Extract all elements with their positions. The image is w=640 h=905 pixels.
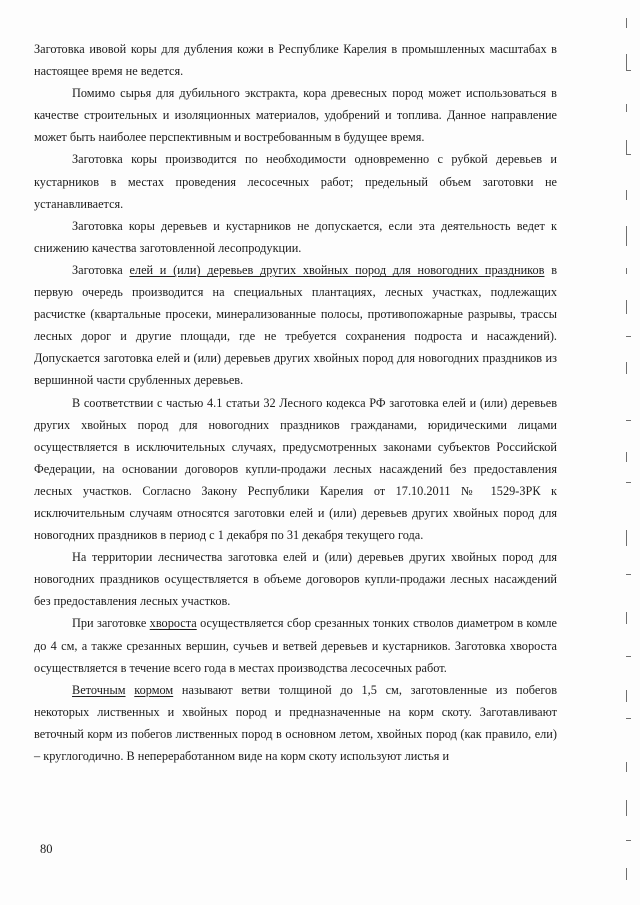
- scan-edge-marks: [600, 0, 640, 905]
- scan-mark: [626, 104, 627, 112]
- scan-mark: [626, 690, 627, 702]
- scan-mark: [626, 762, 627, 772]
- paragraph: [34, 259, 557, 392]
- scan-mark: [626, 70, 631, 71]
- scan-mark: [626, 840, 631, 841]
- paragraph-text: осуществляется сбор срезанных тонких стволов диаметром в комле до 4 см, а также срезанных вершин, сучьев и ветвей деревьев и кустарников. Заготовка хвороста осуществляется в течение всего года в местах производства лесосечных работ.: [34, 616, 558, 675]
- scan-mark: [626, 300, 627, 314]
- scan-mark: [626, 190, 627, 200]
- paragraph-text: При заготовке: [72, 616, 150, 631]
- scan-mark: [626, 154, 631, 155]
- paragraph-text: Помимо сырья для дубильного экстракта, кора древесных пород может использоваться в качестве строительных и изоляционных материалов, удобрений и топлива. Данное направление может быть наиболее перспективным и востребованным в будущее время.: [34, 86, 557, 145]
- scan-mark: [626, 420, 631, 421]
- scan-mark: [626, 336, 631, 337]
- underlined-term: хвороста: [149, 616, 197, 631]
- scan-mark: [626, 868, 627, 880]
- paragraph-text: называют ветви толщиной до 1,5 см, заготовленные из побегов некоторых лиственных и хвойных пород и предназначенные на корм скоту. Заготавливают веточный корм из побегов лиственных пород в основном летом, хвойных пород (как правило, ели) – круглогодично. В непереработанном виде на корм скоту используют листья и: [34, 682, 558, 763]
- page-number: 80: [40, 842, 53, 856]
- paragraph-text: В соответствии с частью 4.1 статьи 32 Лесного кодекса РФ заготовка елей и (или) деревьев других хвойных пород для новогодних праздников гражданами, юридическими лицами осуществляется в исключительных случаях, предусмотренных законами субъектов Российской Федерации, на основании договоров купли-продажи лесных насаждений без предоставления лесных участков. Согласно Закону Республики Карелия от 17.10.2011 № 1529-ЗРК к исключительным случаям относятся заготовки елей и (или) деревьев других хвойных пород для новогодних праздников в период с 1 декабря по 31 декабря текущего года.: [34, 395, 557, 543]
- paragraph: [34, 392, 557, 547]
- scan-mark: [626, 800, 627, 816]
- scan-mark: [626, 656, 631, 657]
- scan-mark: [626, 226, 627, 246]
- scan-mark: [626, 54, 627, 70]
- paragraph: [34, 679, 557, 767]
- paragraph-text: Заготовка: [72, 262, 130, 277]
- scan-mark: [626, 612, 627, 624]
- scan-mark: [626, 362, 627, 374]
- paragraph: [34, 612, 557, 678]
- paragraph: [34, 546, 557, 612]
- scan-mark: [626, 18, 627, 28]
- underlined-term: елей и (или) деревьев других хвойных пород для новогодних праздников: [129, 262, 545, 277]
- paragraph-text: Заготовка коры деревьев и кустарников не допускается, если эта деятельность ведет к снижению качества заготовленной лесопродукции.: [34, 218, 557, 255]
- paragraph: [34, 215, 557, 259]
- scan-mark: [626, 268, 627, 274]
- paragraph-text: Заготовка коры производится по необходимости одновременно с рубкой деревьев и кустарников в местах проведения лесосечных работ; предельный объем заготовки не устанавливается.: [34, 152, 557, 211]
- paragraph: [34, 82, 557, 148]
- paragraph-text: в первую очередь производится на специальных плантациях, лесных участках, подлежащих расчистке (квартальные просеки, минерализованные полосы, противопожарные разрывы, трассы лесных дорог и другие площади, где не требуется сохранения подроста и насаждений). Допускается заготовка елей и (или) деревьев других хвойных пород для новогодних праздников из вершинной части срубленных деревьев.: [34, 262, 557, 388]
- underlined-term: Веточным: [72, 682, 126, 697]
- paragraph-text: На территории лесничества заготовка елей и (или) деревьев других хвойных пород для новогодних праздников осуществляется в объеме договоров купли-продажи лесных насаждений без предоставления лесных участков.: [34, 550, 557, 609]
- scan-mark: [626, 718, 631, 719]
- document-body: [34, 38, 557, 767]
- scan-mark: [626, 574, 631, 575]
- scan-mark: [626, 452, 627, 462]
- scan-mark: [626, 530, 627, 546]
- scan-mark: [626, 482, 631, 483]
- paragraph-text: Заготовка ивовой коры для дубления кожи в Республике Карелия в промышленных масштабах в настоящее время не ведется.: [34, 42, 557, 79]
- paragraph-text: [126, 683, 135, 697]
- scan-mark: [626, 140, 627, 154]
- paragraph: [34, 148, 557, 214]
- underlined-term: кормом: [134, 682, 174, 697]
- paragraph: [34, 38, 557, 82]
